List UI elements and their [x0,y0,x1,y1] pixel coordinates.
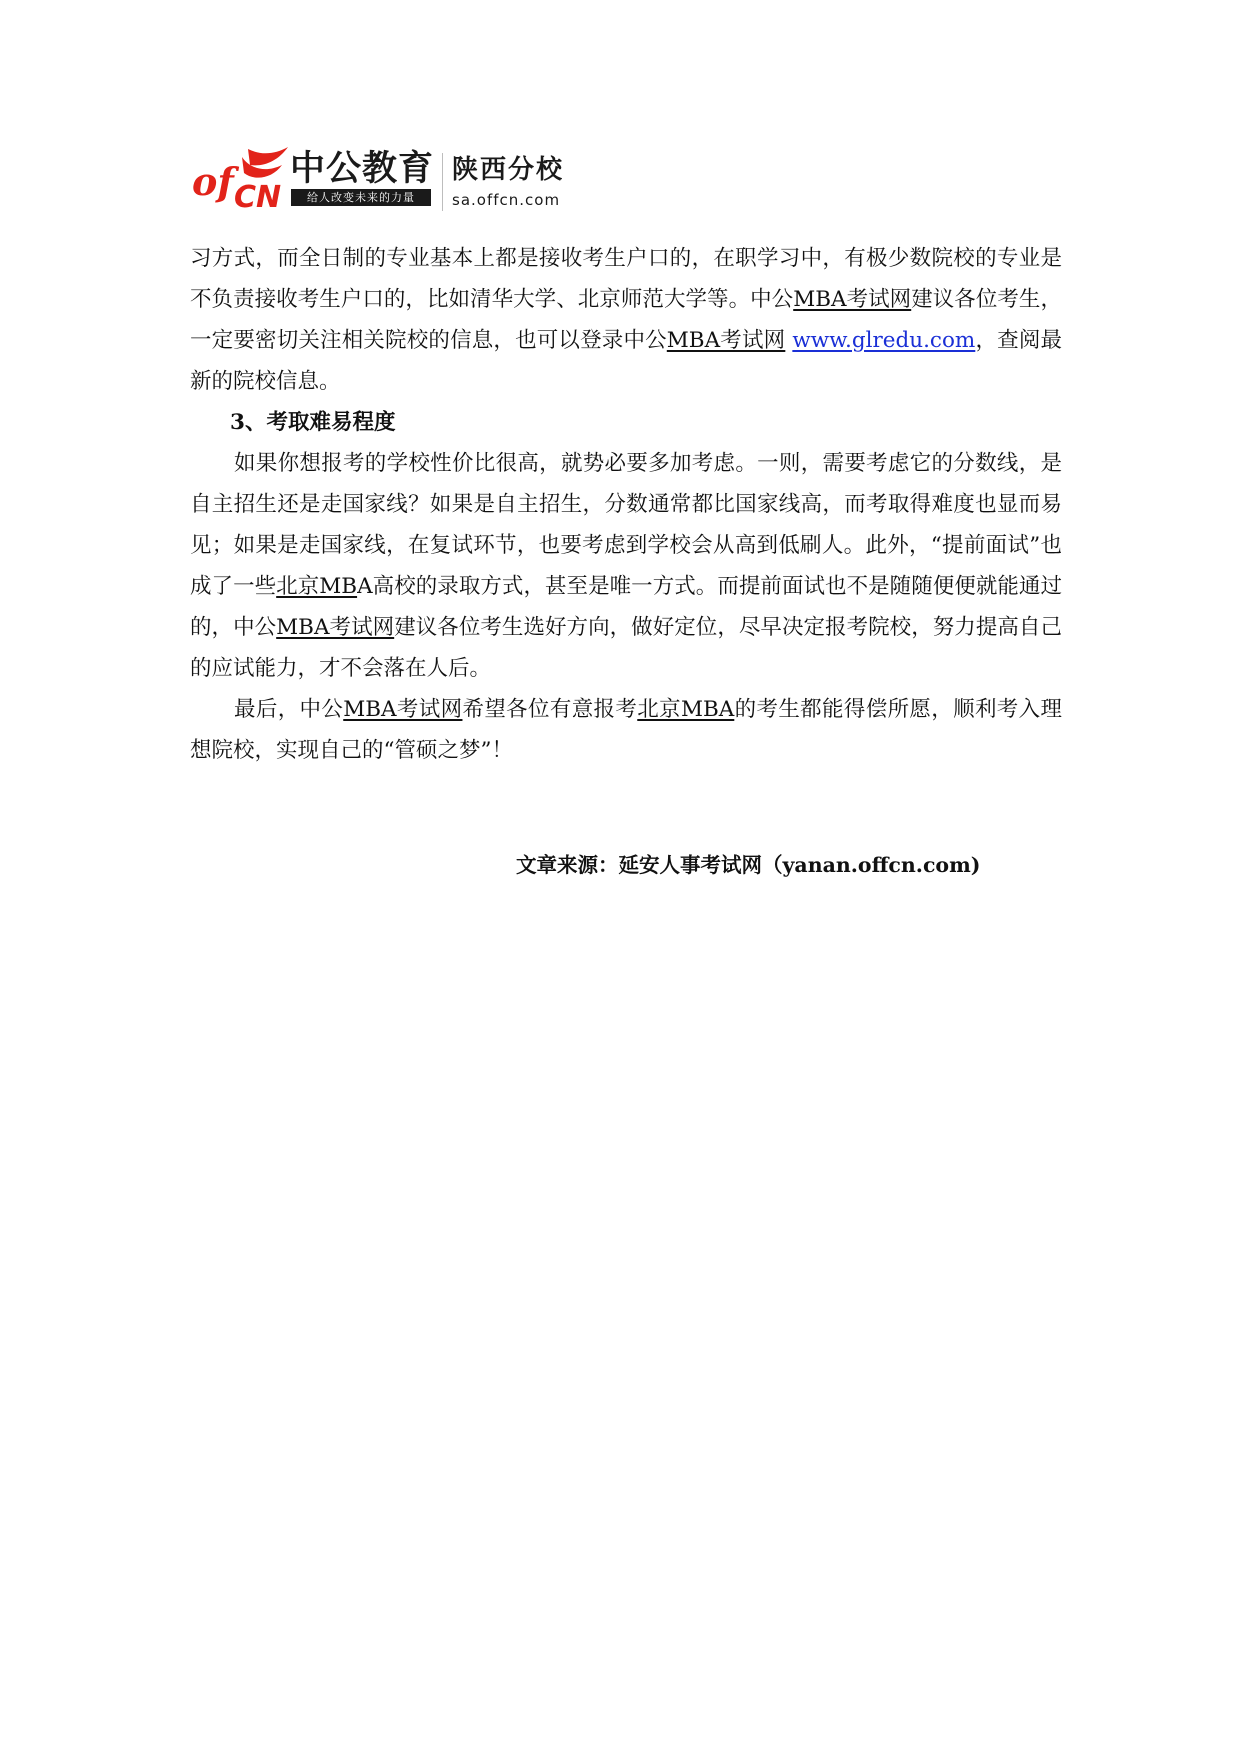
offcn-logo-icon [190,145,298,213]
header-divider [442,153,443,211]
svg-text:of: of [192,159,234,204]
slogan-bar [291,189,431,206]
text-run: 最后，中公 [234,697,344,722]
text-run: 希望各位有意报考 [462,697,638,722]
text-run: 如果你想报考的学校性价比很高，就势必要多加考虑。一则，需要考虑它的分数线，是自主招生还是走国家线？如果是自主招生，分数通常都比国家线高，而考取得难度也显而易见；如果是走国家线，在复试环节，也要考虑到学校会从高到低刷人。此外，“提前面试”也成了一些 [190,451,1062,599]
text-run: 建议各位考生，一定要密切关注相关院校的信息，也可以登录中公 [190,287,1062,353]
section-heading: 3、考取难易程度 [230,410,396,435]
svg-text:CN: CN [234,180,282,213]
article-source: 文章来源：延安人事考试网（yanan.offcn.com) [516,853,981,877]
text-run: 建议各位考生选好方向，做好定位，尽早决定报考院校，努力提高自己的应试能力，才不会落在人后。 [190,615,1062,681]
paragraph-3 [190,689,1062,771]
mba-link[interactable]: MBA考试网 [276,615,395,640]
page-header [190,145,570,217]
text-run: 习方式，而全日制的专业基本上都是接收考生户口的，在职学习中，有极少数院校的专业是不负责接收考生户口的，比如清华大学、北京师范大学等。中公 [190,246,1062,312]
text-run: 的考生都能得偿所愿，顺利考入理想院校，实现自己的“管硕之梦”！ [190,697,1062,763]
article-body [190,238,1062,771]
text-run: A高校的录取方式，甚至是唯一方式。而提前面试也不是随随便便就能通过的，中公 [190,574,1062,640]
paragraph-1 [190,238,1062,402]
branch-domain: sa.offcn.com [452,191,561,209]
slogan: 给人改变未来的力量 [307,191,415,204]
paragraph-2 [190,443,1062,689]
mba-link[interactable]: MBA考试网 [666,328,786,353]
mba-link[interactable]: MBA考试网 [793,287,912,312]
beijing-mba-link[interactable]: 北京MBA [637,697,735,722]
beijing-mba-link[interactable]: 北京MB [276,574,358,599]
branch-name: 陕西分校 [452,155,565,185]
mba-link[interactable]: MBA考试网 [343,697,463,722]
glredu-url-link[interactable]: www.glredu.com [792,328,976,353]
text-run: ，查阅最新的院校信息。 [190,328,1062,394]
brand-name: 中公教育 [290,149,435,189]
